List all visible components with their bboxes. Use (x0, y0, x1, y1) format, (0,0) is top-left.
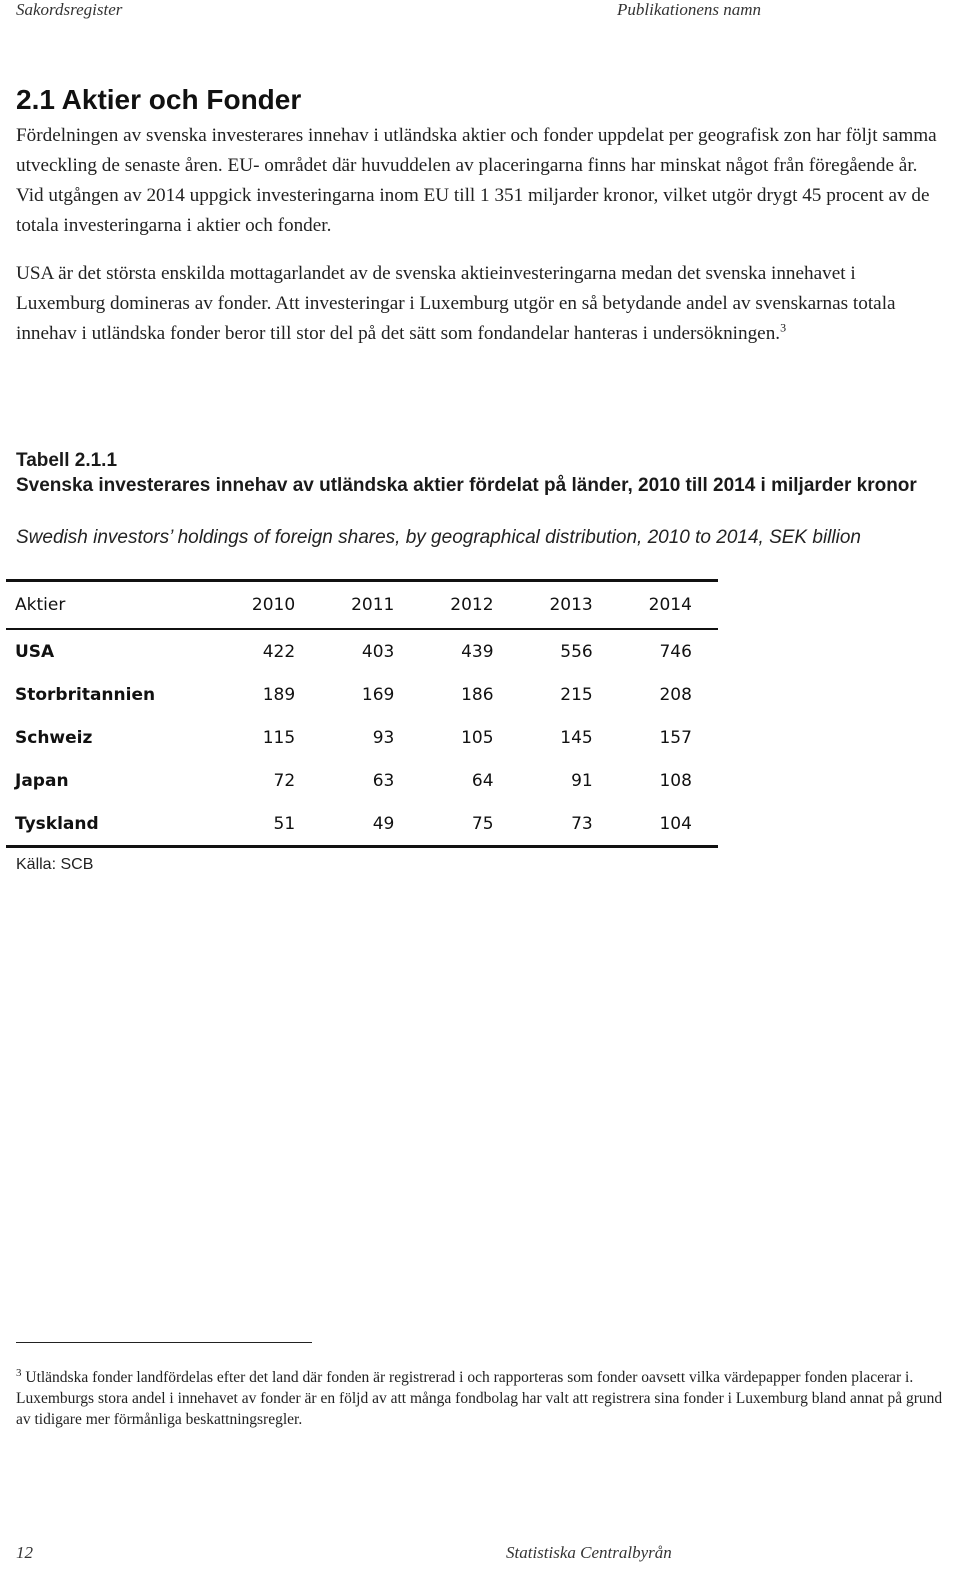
column-header-2010: 2010 (251, 595, 296, 615)
row-country: Schweiz (15, 727, 93, 748)
footnote-text: Utländska fonder landfördelas efter det land där fonden är registrerad i och rapporteras som fonder oavsett vilka värdepapper fonden placerar i. Luxemburgs stora andel i innehavet av fonder är en följd av att många fondbolag har valt att registrera sina fonder i Luxemburg bland annat på grund av tidigare mer förmånliga beskattningsregler. (16, 1369, 943, 1428)
row-value: 49 (372, 813, 395, 834)
holdings-table (6, 579, 718, 848)
row-value: 403 (361, 641, 395, 662)
row-value: 73 (571, 813, 593, 834)
column-header-2014: 2014 (648, 595, 692, 615)
row-value: 439 (461, 641, 494, 662)
row-country: Storbritannien (15, 684, 156, 705)
column-header-aktier: Aktier (15, 595, 66, 615)
running-header-right: Publikationens namn (617, 0, 762, 19)
row-value: 72 (273, 770, 296, 791)
page-number: 12 (16, 1543, 33, 1562)
table-subtitle: Swedish investors’ holdings of foreign shares, by geographical distribution, 2010 to 2014, SEK billion (16, 527, 861, 548)
row-value: 145 (560, 727, 593, 748)
row-value: 556 (560, 641, 593, 662)
row-country: USA (15, 641, 55, 662)
row-value: 51 (273, 813, 296, 834)
row-value: 105 (461, 727, 494, 748)
table-header-row (6, 582, 718, 628)
row-value: 91 (571, 770, 593, 791)
row-value: 104 (659, 813, 692, 834)
footnote-reference[interactable]: 3 (780, 320, 787, 335)
table-row (6, 716, 718, 759)
body-paragraph-1: Fördelningen av svenska investerares innehav i utländska aktier och fonder uppdelat per geografisk zon har följt samma utveckling de senaste åren. EU- området där huvuddelen av placeringarna finns har minskat något från föregående år. Vid utgången av 2014 uppgick investeringarna inom EU till 1 351 miljarder kronor, vilket utgör drygt 45 procent av de totala investeringarna i aktier och fonder. (16, 125, 937, 236)
row-value: 422 (262, 641, 296, 662)
column-header-2011: 2011 (351, 595, 395, 615)
table-row (6, 759, 718, 802)
row-value: 75 (471, 813, 494, 834)
row-value: 186 (461, 684, 494, 705)
table-title: Svenska investerares innehav av utländska aktier fördelat på länder, 2010 till 2014 i miljarder kronor (16, 475, 917, 496)
row-value: 108 (659, 770, 692, 791)
row-country: Tyskland (15, 813, 99, 834)
footnote (16, 1367, 946, 1430)
publisher-name: Statistiska Centralbyrån (506, 1543, 672, 1562)
running-header-left: Sakordsregister (16, 0, 123, 19)
row-value: 115 (262, 727, 296, 748)
table-row (6, 630, 718, 673)
footnote-number: 3 (16, 1366, 22, 1379)
table-bottom-rule (6, 845, 718, 848)
column-header-2013: 2013 (549, 595, 593, 615)
row-country: Japan (15, 770, 69, 791)
body-paragraph-2-text: USA är det största enskilda mottagarlandet av de svenska aktieinvesteringarna medan det svenska innehavet i Luxemburg domineras av fonder. Att investeringar i Luxemburg utgör en så betydande andel av svenskarnas totala innehav i utländska fonder beror till stor del på det sätt som fondandelar hanteras i undersökningen. (16, 263, 896, 344)
table-row (6, 802, 718, 845)
row-value: 189 (262, 684, 296, 705)
column-header-2012: 2012 (450, 595, 494, 615)
table-label: Tabell 2.1.1 (16, 450, 118, 471)
row-value: 746 (659, 641, 692, 662)
table-source: Källa: SCB (16, 856, 94, 873)
row-value: 157 (659, 727, 692, 748)
body-paragraph-2 (16, 259, 946, 349)
section-heading: 2.1 Aktier och Fonder (16, 84, 302, 115)
footnote-divider (16, 1342, 312, 1343)
row-value: 93 (372, 727, 395, 748)
table-row (6, 673, 718, 716)
row-value: 208 (659, 684, 692, 705)
row-value: 64 (471, 770, 494, 791)
row-value: 169 (361, 684, 395, 705)
row-value: 215 (560, 684, 593, 705)
row-value: 63 (372, 770, 395, 791)
